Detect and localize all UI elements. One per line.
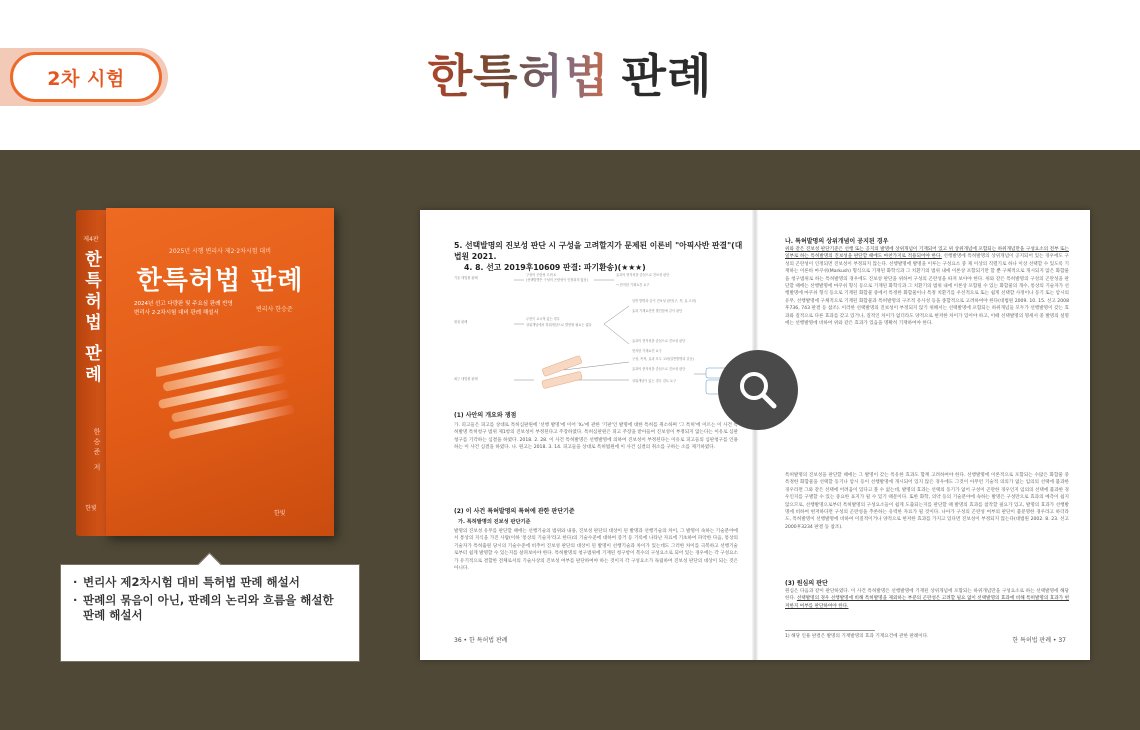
svg-text:무엇이 교시적 있는 경우: 무엇이 교시적 있는 경우: [526, 317, 560, 321]
book-front-cover: [106, 208, 334, 536]
page-title-main: 한특허법: [427, 49, 610, 103]
search-icon: [736, 368, 780, 412]
left-section-heading: (1) 사안의 개요와 쟁점: [454, 412, 517, 419]
left-page: [420, 210, 755, 660]
svg-text:효과의 현저성을 중심으로 진보성 판단: 효과의 현저성을 중심으로 진보성 판단: [632, 367, 686, 371]
right-body-text: 특허발명의 진보성을 판단할 때에는 그 발명이 갖는 특유한 효과도 함께 고려하여야 한다. 선행발명에 이론적으로 포함되는 수많은 화합물 중 특정한 화합물을 선택할 동기나 암시 등이 선행발명에 개시되어 있지 않은 경우에도 그것이 아무런 기술적 의의가 없는 임의의 선택에 불과한 경우라면 그와 같은 선택에 어려움이 있다고 볼 수 없는데, 발명의 효과는 선택의 동기가 없어 구성이 곤란한 경우인지 임의의 선택에 불과한 경우인지를 구별할 수 있는 중요한 표지가 될 수 있기 때문이다. 또한 화학, 의약 등의 기술분야에 속하는 발명은 구성만으로 효과의 예측이 쉽지 않으므로, 선행발명으로부터 특허발명의 구성요소들이 쉽게 도출되는지를 판단할 때 발명의 효과를 참작할 필요가 있고, 발명의 효과가 선행발명에 비하여 현저하다면 구성의 곤란성을 추론하는 유력한 자료가 될 것이다. 나아가 구성의 곤란성 여부의 판단이 불분명한 경우라고 하더라도, 특허발명이 선행발명에 비하여 이질적이거나 양적으로 현저한 효과를 가지고 있다면 진보성이 부정되지 않는다(대법원 2002. 8. 23. 선고 2000후3234 판결 등 참조).: [785, 473, 1069, 530]
exam-badge: 2차 시험: [10, 52, 162, 102]
footnote-rule: [785, 630, 875, 631]
book-spine: [76, 210, 106, 536]
case-heading: 5. 선택발명의 진보성 판단 시 구성을 고려할지가 문제된 이론비 "아픽사반 판결"(대법원 2021. 4. 8. 선고 2019후10609 판결: 파기환송)(★★★): [454, 241, 743, 272]
page-title: [0, 40, 1140, 106]
svg-text:효과 기재요건만 발전함에 같이 판단: 효과 기재요건만 발전함에 같이 판단: [632, 309, 683, 313]
svg-text:구성의 곤란성 고려 X: 구성의 곤란성 고려 X: [526, 273, 556, 277]
cover-author: 변리사 한승준: [256, 306, 293, 313]
cover-artwork: [156, 346, 296, 442]
svg-text:효과의 현저성을 중심으로 진보성 판단: 효과의 현저성을 중심으로 진보성 판단: [632, 339, 686, 343]
left-section-heading: (2) 이 사건 특허발명의 특허에 관한 판단기준: [454, 508, 575, 515]
cover-edition: 2025년 시행 변리사 제2·2차시험 대비: [169, 248, 271, 255]
page-header: [0, 0, 1140, 150]
svg-text:상위개념이 있는 경우 검토 요구: 상위개념이 있는 경우 검토 요구: [632, 379, 677, 383]
left-page-footer: 36 • 한 특허법 판례: [454, 637, 508, 644]
right-page-footer: 한 특허법 판례 • 37: [1012, 637, 1066, 644]
case-flow-diagram: [454, 266, 744, 400]
svg-text:원심 판례: 원심 판례: [454, 320, 468, 324]
spine-badge: 제4판: [83, 236, 99, 243]
description-item: · 변리사 제2차시험 대비 특허법 판례 해설서: [73, 575, 347, 590]
right-section-heading: (3) 원심의 판단: [785, 580, 828, 587]
spine-publisher: 한빛: [85, 505, 97, 512]
svg-text:상위개념에서 하위개념으로 발현할 필요는 없다: 상위개념에서 하위개념으로 발현할 필요는 없다: [526, 323, 592, 327]
left-body-text: 가. 피고들은 피고를 상대로 특허심판원에 '선행 발명'에 이어 'X₄'에 관한 '기판'인 발명에 대한 특허를 취소하며 '그 특허'에 이르는 이 사건 특허발명 특허청구 범위 제1항의 진보성이 부정된다고 주장하였다. 특허심판원은 피고 주장을 받아들여 진보성이 부정되지 않는다는 이유로 심판청구를 기각하는 심결을 하였다. 2018. 2. 28. 이 사건 특허발명은 선행발명에 의하여 진보성이 부정된다는 이유로 피고들의 심판청구를 인용하는 이 사건 심결을 하였다. 나. 원고는 2018. 3. 14. 피고들을 상대로 특허법원에 이 사건 심결의 취소를 구하는 소를 제기하였다.: [454, 423, 738, 451]
spine-author: 한승준 저: [93, 428, 101, 474]
page-title-sub: 판례: [621, 49, 713, 103]
svg-text:효과의 현저성을 중심으로 진보성 판단: 효과의 현저성을 중심으로 진보성 판단: [616, 273, 670, 277]
right-section-heading: 나. 특허발명의 상위개념이 공지된 경우: [785, 238, 889, 245]
svg-text:기존 대법원 판례: 기존 대법원 판례: [454, 276, 478, 280]
svg-text:→ 현저한 기재요건 요구: → 현저한 기재요건 요구: [616, 283, 650, 287]
sample-page-spread: [420, 210, 1090, 660]
right-page: [755, 210, 1090, 660]
book-description-box: [60, 564, 360, 662]
left-subsection-heading: 가. 특허발명의 진보성 판단기준: [458, 519, 531, 525]
svg-text:최근 대법원 판례: 최근 대법원 판례: [454, 377, 478, 381]
svg-text:일반 발명과 같이 진보성 판단(구, 목, 효 고려): 일반 발명과 같이 진보성 판단(구, 목, 효 고려): [632, 299, 696, 303]
book-cover-image: [76, 208, 334, 536]
spine-title: 한특허법 판례: [81, 250, 101, 386]
description-item: · 판례의 묶음이 아닌, 판례의 논리와 흐름을 해설한 판례 해설서: [73, 593, 347, 623]
right-body-text: 원심은 다음과 같이 판단하였다. 이 사건 특허발명은 선행발명에 기재된 상위개념에 포함되는 하위개념만을 구성요소로 하는 선택발명에 해당한다. 선택발명의 경우 선행발명에 비해 특허발명을 제외하는 부분의 곤란성은 고려할 필요 없이 선택발명의 효과에 비해 특허발명의 효과가 현저한지 여부를 판단하여야 한다.: [785, 589, 1070, 609]
cover-title: 한특허법 판례: [136, 266, 304, 296]
left-body-text: 발명의 진보성 유무를 판단할 때에는 선행기술의 범위와 내용, 진보성 판단의 대상이 된 발명과 선행기술의 차이, 그 발명이 속하는 기술분야에서 통상의 지식을 가진 사람(이하 '통상의 기술자'라고 한다)의 기술수준에 대하여 증거 등 기록에 나타난 자료에 기초하여 파악한 다음, 통상의 기술자가 특허출원 당시의 기술수준에 비추어 진보성 판단의 대상이 된 발명이 선행기술과 차이가 있는데도 그러한 차이를 극복하고 선행기술로부터 쉽게 발명할 수 있는지를 살펴보아야 한다. 특허발명의 청구범위에 기재된 청구항이 복수의 구성요소로 되어 있는 경우에는 각 구성요소가 유기적으로 결합한 전체로서의 기술사상의 진보성 여부를 판단하여야 하는 것이지 각 구성요소가 독립하여 진보성 판단의 대상이 되는 것은 아니다.: [454, 529, 738, 572]
cover-publisher: 한빛: [274, 510, 286, 517]
svg-text:구성, 목적, 효과 모두 고려(일반발명과 같음): 구성, 목적, 효과 모두 고려(일반발명과 같음): [632, 357, 694, 361]
cover-description: 2024년 선고 다량판 및 주요심 판례 반영 변리사 2·2차시험 대비 판례 해설서: [134, 301, 233, 316]
product-band: [0, 150, 1140, 730]
right-footnote: 1) 해당 인용 판결은 발명의 기재발명의 효과 기재요건에 관한 판례이다.: [785, 634, 929, 639]
zoom-button[interactable]: [718, 350, 798, 430]
svg-text:(선택발명은 구성의 곤란성이 인정되지 않음): (선택발명은 구성의 곤란성이 인정되지 않음): [526, 278, 588, 282]
svg-text:현저한 기재요건 요구: 현저한 기재요건 요구: [632, 349, 662, 353]
right-body-text: 위와 같은 진보성 판단기준은 선행 또는 공지의 발명에 상위개념이 기재되어 있고 위 상위개념에 포함되는 하위개념만을 구성요소의 전부 또는 일부로 하는 특허발명의 진보성을 판단할 때에도 마찬가지로 적용되어야 한다. 선행발명에 특허발명의 상위개념이 공지되어 있는 경우에도 구성의 곤란성이 인정되면 진보성이 부정되지 않는다. 선행발명에 발명을 이루는 구성요소 중 제 이상의 직렬기로 하나 이상 선택할 수 있도록 기재하는 이른바 마쿠쉬(Markush) 형식으로 기재된 화학식과 그 치환기의 범위 내에 이론상 포함되기만 할 뿐 구체적으로 개시되지 않은 화합물을 청구범위로 하는 특허발명의 경우에도 진보성 판단을 위하여 구성의 곤란성을 따져 보아야 한다. 위와 같은 특허발명의 구성의 곤란성을 판단할 때에는 선행발명에 마쿠쉬 형식 등으로 기재된 화학식과 그 치환기의 범위 내에 이론상 포함될 수 있는 화합물의 개수, 통상의 기술자가 선행발명에 마쿠쉬 형식 등으로 기재된 화합물 중에서 특정한 화합물이나 특정 치환기를 우선적으로 또는 쉽게 선택할 사정이나 동기 또는 암시의 유무, 선행발명에 구체적으로 기재된 화합물과 특허발명의 구조적 유사성 등을 종합적으로 고려하여야 한다(대법원 2009. 10. 15. 선고 2008후736, 743 판결 등 참조). 이러한 선택발명의 진보성이 부정되지 않기 위해서는 선택발명에 포함되는 하위개념들 모두가 선행발명이 갖는 효과와 질적으로 다른 효과를 갖고 있거나, 질적인 차이가 없더라도 양적으로 현저한 차이가 있어야 하고, 이때 선택발명의 명세서 중 발명의 설명에는 선행발명에 비하여 위와 같은 효과가 있음을 명확히 기재하여야 한다.: [785, 247, 1069, 327]
